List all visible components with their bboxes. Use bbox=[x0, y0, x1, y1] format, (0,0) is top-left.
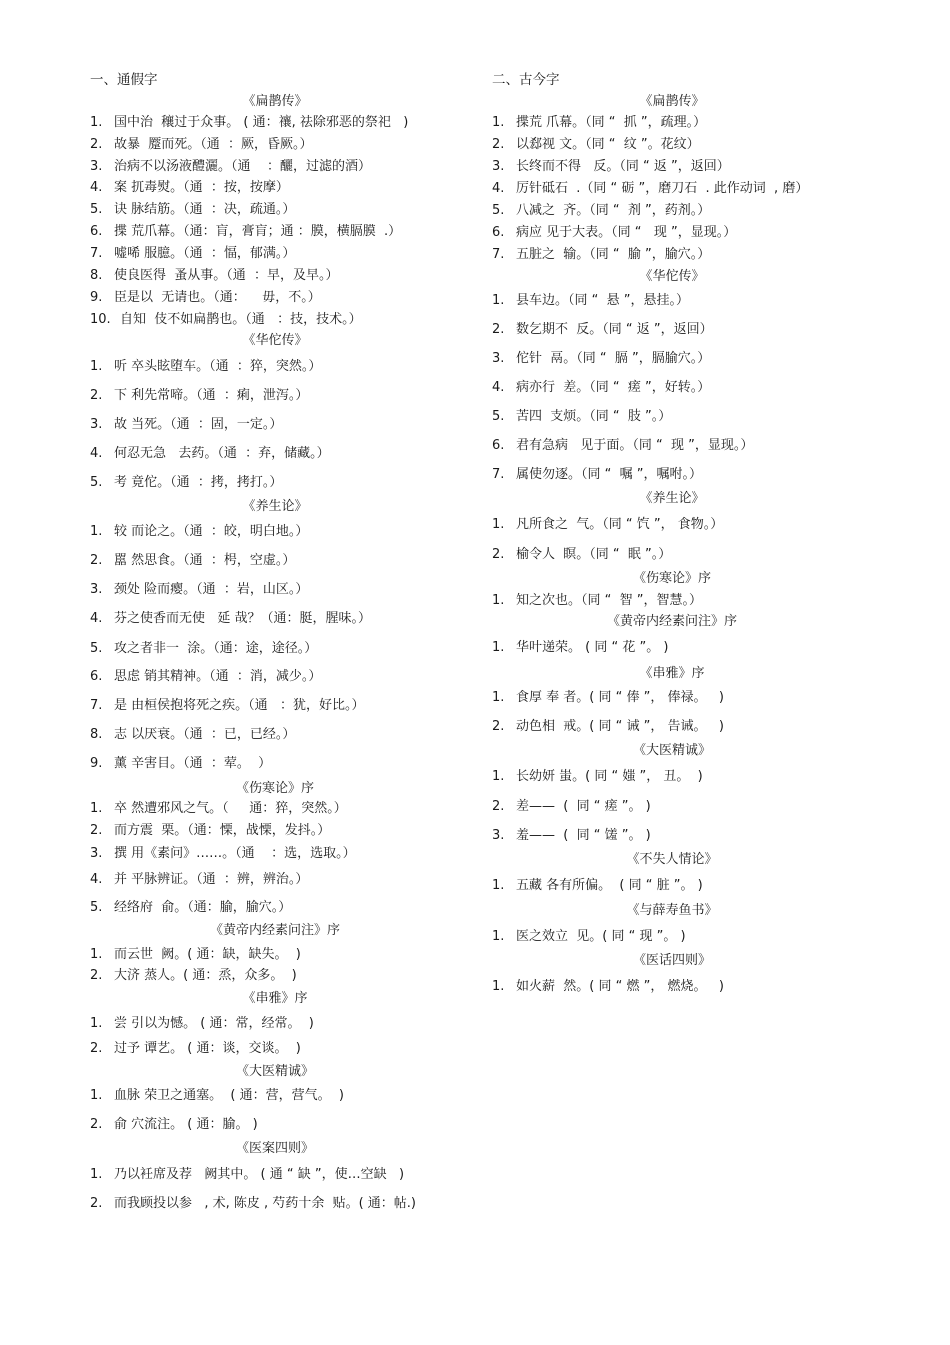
entry-number: 1. bbox=[90, 359, 103, 374]
entry-number: 5. bbox=[90, 475, 103, 490]
entry-number: 9. bbox=[90, 756, 103, 771]
entry-line bbox=[492, 379, 710, 397]
entry-number: 2. bbox=[90, 1041, 103, 1056]
entry-line bbox=[492, 246, 710, 264]
entry-text: 过予 谭艺。 ( 通：谈，交谈。 ) bbox=[114, 1041, 301, 1056]
entry-number: 1. bbox=[90, 524, 103, 539]
entry-text: 凡所食之 气。（同 “ 饩 ”， 食物。） bbox=[516, 517, 724, 532]
entry-line bbox=[492, 546, 671, 564]
entry-text: 嘘唏 服臆。（通 ：愊，郁满。） bbox=[114, 246, 296, 261]
entry-number: 2. bbox=[90, 1196, 103, 1211]
entry-text: 属使勿逐。（同 “ 嘱 ”，嘱咐。） bbox=[516, 467, 702, 482]
text-title: 《伤寒论》序 bbox=[235, 781, 314, 796]
entry-number: 2. bbox=[90, 137, 103, 152]
entry-number: 9. bbox=[90, 290, 103, 305]
entry-number: 5. bbox=[90, 202, 103, 217]
entry-text: 是 由桓侯抱将死之疾。（通 ：犹，好比。） bbox=[114, 698, 365, 713]
entry-line bbox=[492, 437, 753, 455]
entry-line bbox=[90, 1087, 344, 1105]
text-title: 《华佗传》 bbox=[639, 269, 705, 284]
entry-line bbox=[90, 114, 408, 132]
entry-line bbox=[492, 689, 724, 707]
entry-text: 考 竟佗。（通 ：拷，拷打。） bbox=[114, 475, 283, 490]
entry-line bbox=[492, 292, 689, 310]
text-title: 《串雅》序 bbox=[242, 991, 308, 1006]
entry-line bbox=[492, 516, 723, 534]
entry-number: 5. bbox=[90, 900, 103, 915]
entry-number: 6. bbox=[492, 438, 505, 453]
entry-line bbox=[492, 136, 700, 154]
entry-text: 长幼妍 蚩。( 同 “ 媸 ”， 丑。 ) bbox=[516, 769, 703, 784]
entry-number: 4. bbox=[90, 446, 103, 461]
entry-number: 2. bbox=[90, 968, 103, 983]
entry-text: 臣是以 无请也。（通： 毋，不。） bbox=[114, 290, 321, 305]
entry-line bbox=[90, 899, 291, 917]
entry-line bbox=[492, 928, 686, 946]
entry-line bbox=[492, 321, 713, 339]
entry-number: 2. bbox=[90, 1117, 103, 1132]
entry-number: 2. bbox=[90, 553, 103, 568]
entry-number: 7. bbox=[492, 247, 505, 262]
entry-number: 1. bbox=[492, 769, 505, 784]
entry-number: 2. bbox=[492, 137, 505, 152]
entry-number: 1. bbox=[492, 878, 505, 893]
entry-text: 听 卒头眩堕车。（通 ：猝，突然。） bbox=[114, 359, 322, 374]
entry-text: 而云世 阙。( 通：缺，缺失。 ) bbox=[114, 947, 301, 962]
text-title: 《黄帝内经素问注》序 bbox=[209, 923, 340, 938]
entry-line bbox=[90, 668, 321, 686]
entry-line bbox=[492, 877, 703, 895]
entry-number: 2. bbox=[492, 547, 505, 562]
entry-line bbox=[90, 358, 321, 376]
entry-line bbox=[90, 416, 282, 434]
entry-text: 羞—— ( 同 “ 馐 ”。 ) bbox=[516, 828, 651, 843]
entry-number: 8. bbox=[90, 727, 103, 742]
entry-line bbox=[90, 311, 362, 329]
entry-number: 2. bbox=[492, 799, 505, 814]
entry-number: 1. bbox=[492, 293, 505, 308]
text-title: 《不失人情论》 bbox=[626, 852, 718, 867]
entry-number: 1. bbox=[90, 115, 103, 130]
entry-number: 6. bbox=[492, 225, 505, 240]
entry-number: 2. bbox=[492, 322, 505, 337]
entry-line bbox=[492, 718, 724, 736]
entry-text: 揲 荒爪幕。（通：肓，膏肓；通 ：膜，横膈膜 .） bbox=[114, 224, 402, 239]
entry-number: 3. bbox=[492, 828, 505, 843]
entry-line bbox=[90, 967, 297, 985]
text-title: 《医话四则》 bbox=[632, 953, 711, 968]
text-title: 《与薛寿鱼书》 bbox=[626, 903, 718, 918]
entry-line bbox=[492, 114, 706, 132]
entry-text: 俞 穴流注。 ( 通：腧。 ) bbox=[114, 1117, 258, 1132]
entry-line bbox=[492, 350, 710, 368]
entry-line bbox=[492, 639, 668, 657]
entry-line bbox=[90, 1116, 258, 1134]
entry-line bbox=[90, 179, 289, 197]
entry-number: 1. bbox=[492, 979, 505, 994]
entry-line bbox=[90, 697, 365, 715]
entry-line bbox=[90, 755, 271, 773]
entry-text: 而我顾投以参 , 术, 陈皮 , 芍药十余 贴。( 通：帖.) bbox=[114, 1196, 416, 1211]
entry-number: 1. bbox=[90, 801, 103, 816]
text-title: 《养生论》 bbox=[639, 491, 705, 506]
entry-text: 卒 然遭邪风之气。（ 通：猝，突然。） bbox=[114, 801, 347, 816]
text-title: 《串雅》序 bbox=[639, 666, 705, 681]
entry-line bbox=[90, 474, 282, 492]
entry-number: 6. bbox=[90, 669, 103, 684]
entry-line bbox=[492, 180, 808, 198]
entry-text: 薰 辛害目。（通 ：荤。 ） bbox=[114, 756, 272, 771]
entry-number: 1. bbox=[90, 1167, 103, 1182]
text-title: 《伤寒论》序 bbox=[632, 571, 711, 586]
entry-text: 而方震 栗。（通：慄，战慄，发抖。） bbox=[114, 823, 331, 838]
entry-line bbox=[90, 136, 313, 154]
entry-text: 芬之使香而无使 延 哉？（通：脡，腥味。） bbox=[114, 611, 372, 626]
entry-number: 6. bbox=[90, 224, 103, 239]
entry-text: 撰 用《素问》……。（通 ：选，选取。） bbox=[114, 846, 356, 861]
entry-text: 案 扤毒熨。（通 ：按，按摩） bbox=[114, 180, 289, 195]
entry-number: 8. bbox=[90, 268, 103, 283]
entry-number: 7. bbox=[90, 698, 103, 713]
entry-text: 佗针 鬲。（同 “ 膈 ”，膈腧穴。） bbox=[516, 351, 711, 366]
entry-number: 10. bbox=[90, 312, 111, 327]
entry-line bbox=[90, 871, 308, 889]
text-title: 《医案四则》 bbox=[235, 1141, 314, 1156]
entry-text: 攻之者非一 涂。（通：途，途径。） bbox=[114, 641, 318, 656]
entry-line bbox=[90, 223, 401, 241]
entry-text: 血脉 荣卫之通塞。 ( 通：营，营气。 ) bbox=[114, 1088, 344, 1103]
section-title-tongjiazi: 一、通假字 bbox=[90, 72, 158, 88]
entry-text: 差—— ( 同 “ 瘥 ”。 ) bbox=[516, 799, 651, 814]
entry-text: 自知 伎不如扁鹊也。（通 ：技，技术。） bbox=[120, 312, 362, 327]
entry-number: 1. bbox=[90, 1016, 103, 1031]
entry-line bbox=[90, 610, 371, 628]
entry-number: 3. bbox=[492, 351, 505, 366]
entry-text: 君有急病 见于面。（同 “ 现 ”，显现。） bbox=[516, 438, 754, 453]
entry-text: 诀 脉结筋。（通 ：决，疏通。） bbox=[114, 202, 296, 217]
entry-text: 病亦行 差。（同 “ 瘥 ”，好转。） bbox=[516, 380, 711, 395]
entry-text: 志 以厌衰。（通 ：已，已经。） bbox=[114, 727, 296, 742]
entry-text: 何忍无急 去药。（通 ：弃，储藏。） bbox=[114, 446, 330, 461]
entry-line bbox=[492, 224, 736, 242]
entry-text: 国中治 穰过于众事。 ( 通：禳, 祛除邪恶的祭祀 ) bbox=[114, 115, 409, 130]
entry-number: 3. bbox=[90, 846, 103, 861]
entry-line bbox=[492, 408, 671, 426]
entry-line bbox=[90, 267, 339, 285]
entry-number: 2. bbox=[492, 719, 505, 734]
entry-number: 7. bbox=[492, 467, 505, 482]
entry-number: 3. bbox=[90, 159, 103, 174]
entry-number: 5. bbox=[90, 641, 103, 656]
entry-text: 数乞期不 反。（同 “ 返 ”，返回） bbox=[516, 322, 713, 337]
section-title-gujinzi: 二、古今字 bbox=[492, 72, 560, 88]
entry-line bbox=[90, 800, 347, 818]
entry-number: 4. bbox=[90, 180, 103, 195]
entry-text: 食厚 奉 者。( 同 “ 俸 ”， 俸禄。 ) bbox=[516, 690, 724, 705]
entry-number: 5. bbox=[492, 203, 505, 218]
entry-number: 7. bbox=[90, 246, 103, 261]
entry-number: 2. bbox=[90, 388, 103, 403]
text-title: 《养生论》 bbox=[242, 499, 308, 514]
entry-text: 八减之 齐。（同 “ 剂 ”，药剂。） bbox=[516, 203, 711, 218]
entry-line bbox=[90, 1040, 301, 1058]
entry-text: 思虑 销其精神。（通 ：消，减少。） bbox=[114, 669, 322, 684]
entry-line bbox=[90, 387, 308, 405]
entry-line bbox=[90, 822, 330, 840]
entry-number: 4. bbox=[90, 611, 103, 626]
entry-text: 大济 蒸人。( 通：烝，众多。 ) bbox=[114, 968, 297, 983]
entry-number: 1. bbox=[492, 640, 505, 655]
entry-text: 厉针砥石 .（同 “ 砺 ”，磨刀石 . 此作动词 , 磨） bbox=[516, 181, 809, 196]
entry-line bbox=[492, 466, 702, 484]
entry-line bbox=[90, 523, 308, 541]
entry-line bbox=[90, 946, 301, 964]
entry-text: 医之效立 见。( 同 “ 现 ”。 ) bbox=[516, 929, 686, 944]
entry-line bbox=[492, 798, 651, 816]
entry-number: 1. bbox=[492, 690, 505, 705]
entry-number: 1. bbox=[90, 1088, 103, 1103]
entry-number: 2. bbox=[90, 823, 103, 838]
entry-text: 并 平脉辨证。（通 ：辨，辨治。） bbox=[114, 872, 309, 887]
entry-text: 榆令人 瞑。（同 “ 眠 ”。） bbox=[516, 547, 672, 562]
entry-line bbox=[90, 1166, 404, 1184]
entry-line bbox=[90, 445, 330, 463]
entry-text: 经络府 俞。（通：腧，腧穴。） bbox=[114, 900, 292, 915]
entry-line bbox=[90, 640, 317, 658]
entry-text: 尝 引以为憾。 ( 通：常，经常。 ) bbox=[114, 1016, 314, 1031]
entry-line bbox=[90, 1015, 314, 1033]
entry-line bbox=[492, 827, 651, 845]
entry-text: 如火薪 然。( 同 “ 燃 ”， 燃烧。 ) bbox=[516, 979, 724, 994]
entry-line bbox=[90, 201, 295, 219]
entry-number: 3. bbox=[90, 417, 103, 432]
entry-line bbox=[90, 552, 295, 570]
entry-text: 使良医得 蚤从事。（通 ：早，及早。） bbox=[114, 268, 339, 283]
entry-line bbox=[90, 289, 321, 307]
entry-line bbox=[90, 726, 295, 744]
entry-text: 华叶递荣。 ( 同 “ 花 ”。 ) bbox=[516, 640, 669, 655]
entry-text: 长终而不得 反。（同 “ 返 ”，返回） bbox=[516, 159, 730, 174]
entry-text: 颈处 险而瘿。（通 ：岩，山区。） bbox=[114, 582, 309, 597]
entry-text: 五藏 各有所偏。 ( 同 “ 脏 ”。 ) bbox=[516, 878, 703, 893]
entry-number: 3. bbox=[492, 159, 505, 174]
entry-line bbox=[90, 158, 371, 176]
entry-line bbox=[90, 1195, 416, 1213]
entry-line bbox=[90, 245, 295, 263]
text-title: 《大医精诚》 bbox=[235, 1064, 314, 1079]
entry-text: 下 利先常啼。（通 ：痢，泄泻。） bbox=[114, 388, 309, 403]
entry-line bbox=[492, 978, 724, 996]
entry-number: 4. bbox=[492, 181, 505, 196]
entry-text: 县车边。（同 “ 悬 ”，悬挂。） bbox=[516, 293, 689, 308]
entry-line bbox=[492, 202, 710, 220]
entry-text: 故 当死。（通 ：固，一定。） bbox=[114, 417, 283, 432]
entry-number: 3. bbox=[90, 582, 103, 597]
entry-number: 4. bbox=[492, 380, 505, 395]
entry-text: 较 而论之。（通 ：皎，明白地。） bbox=[114, 524, 309, 539]
entry-number: 1. bbox=[492, 517, 505, 532]
entry-number: 1. bbox=[492, 115, 505, 130]
text-title: 《大医精诚》 bbox=[632, 743, 711, 758]
entry-text: 以郄视 文。（同 “ 纹 ”。花纹） bbox=[516, 137, 700, 152]
entry-text: 治病不以汤液醴灑。（通 ：釃，过滤的酒） bbox=[114, 159, 372, 174]
entry-text: 苦四 支烦。（同 “ 肢 ”。） bbox=[516, 409, 672, 424]
entry-text: 揲荒 爪幕。（同 “ 抓 ”，疏理。） bbox=[516, 115, 707, 130]
entry-text: 嚚 然思食。（通 ：枵，空虚。） bbox=[114, 553, 296, 568]
entry-number: 1. bbox=[90, 947, 103, 962]
entry-number: 1. bbox=[492, 593, 505, 608]
entry-number: 5. bbox=[492, 409, 505, 424]
entry-text: 乃以衽席及荐 阙其中。 ( 通 “ 缺 ”，使…空缺 ) bbox=[114, 1167, 405, 1182]
text-title: 《黄帝内经素问注》序 bbox=[606, 614, 737, 629]
text-title: 《扁鹊传》 bbox=[242, 94, 308, 109]
entry-line bbox=[492, 592, 702, 610]
entry-number: 1. bbox=[492, 929, 505, 944]
entry-text: 知之次也。（同 “ 智 ”，智慧。） bbox=[516, 593, 702, 608]
text-title: 《华佗传》 bbox=[242, 333, 308, 348]
entry-number: 4. bbox=[90, 872, 103, 887]
entry-line bbox=[90, 581, 308, 599]
entry-text: 故暴 蹷而死。（通 ：厥，昏厥。） bbox=[114, 137, 313, 152]
entry-line bbox=[492, 158, 730, 176]
entry-line bbox=[90, 845, 356, 863]
entry-text: 病应 见于大表。（同 “ 现 ”，显现。） bbox=[516, 225, 737, 240]
entry-line bbox=[492, 768, 703, 786]
text-title: 《扁鹊传》 bbox=[639, 94, 705, 109]
entry-text: 动色相 戒。( 同 “ 诫 ”， 告诫。 ) bbox=[516, 719, 724, 734]
entry-text: 五脏之 输。（同 “ 腧 ”，腧穴。） bbox=[516, 247, 711, 262]
